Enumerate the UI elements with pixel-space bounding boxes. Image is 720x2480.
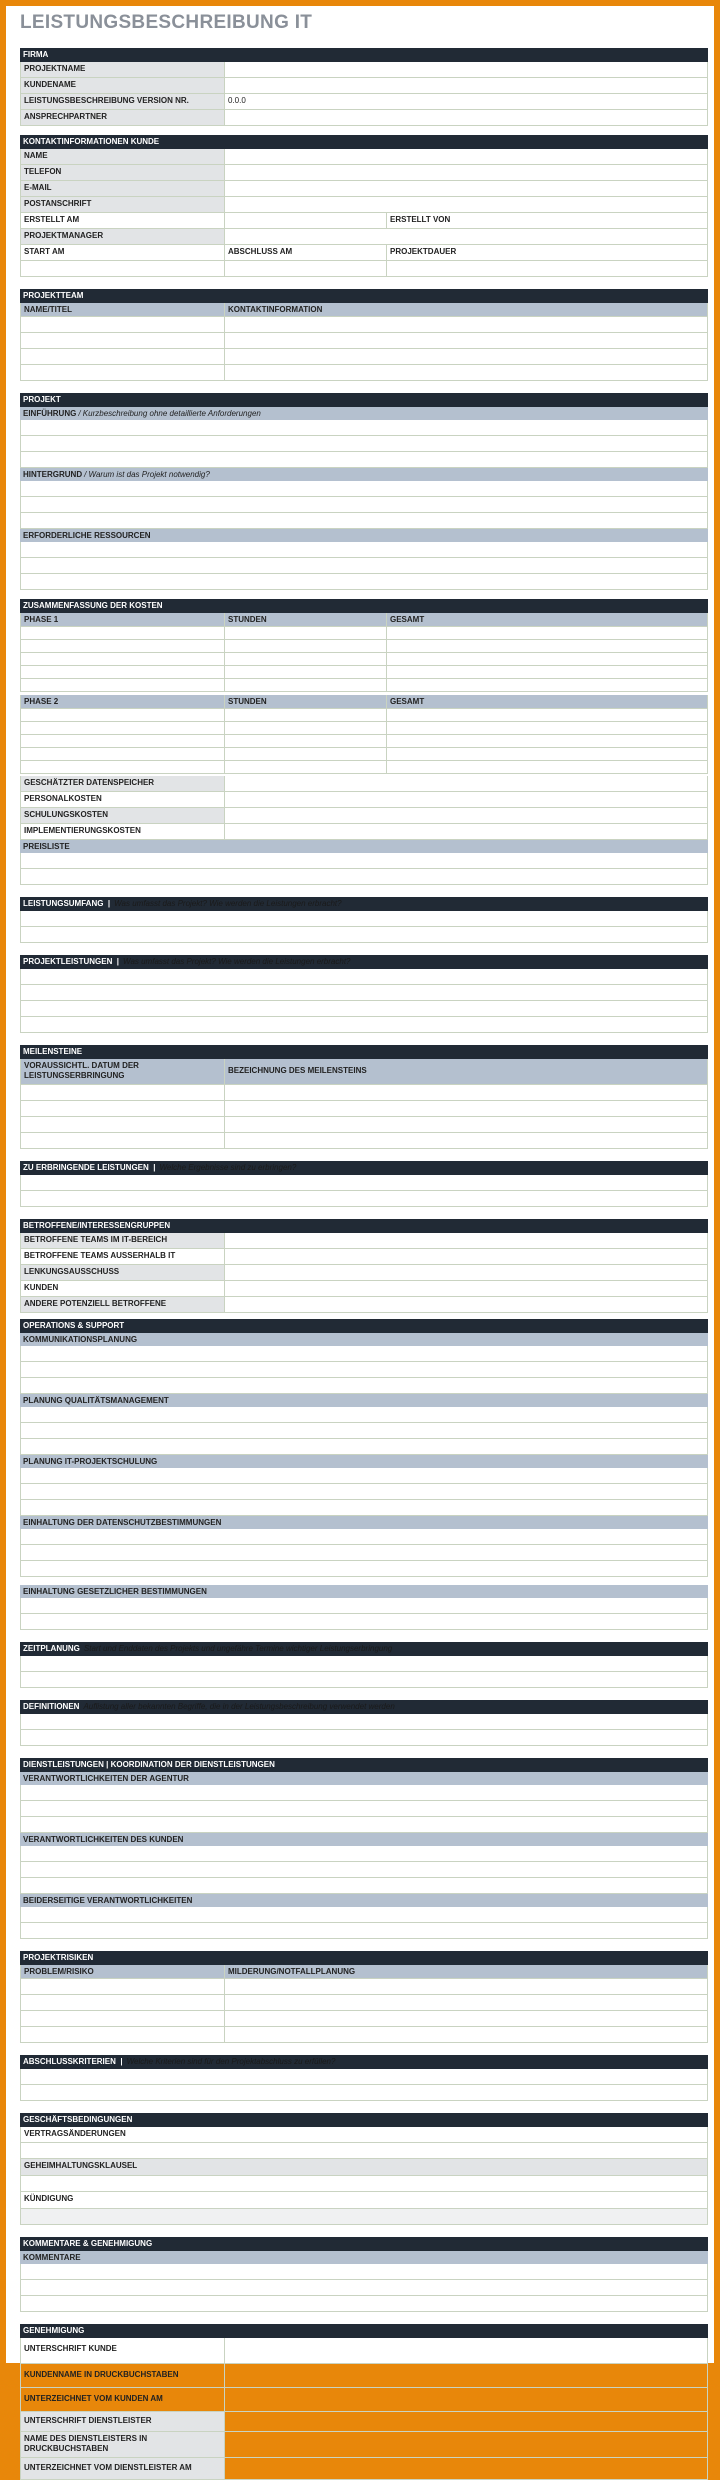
phase2-cell[interactable] — [224, 761, 386, 773]
sub-beiderseitig: BEIDERSEITIGE VERANTWORTLICHKEITEN — [20, 1894, 708, 1907]
phase1-cell[interactable] — [386, 627, 708, 639]
col-problem: PROBLEM/RISIKO — [20, 1965, 224, 1978]
field-projektschulung[interactable] — [20, 1484, 708, 1500]
phase1-cell[interactable] — [224, 640, 386, 652]
document-title: LEISTUNGSBESCHREIBUNG IT — [20, 12, 313, 33]
field-zeitplanung[interactable] — [20, 1672, 708, 1688]
field-definitionen[interactable] — [20, 1730, 708, 1746]
phase1-cell[interactable] — [224, 653, 386, 665]
sub-preisliste: PREISLISTE — [20, 840, 708, 853]
label-dienstleistername: NAME DES DIENSTLEISTERS IN DRUCKBUCHSTABEN — [20, 2432, 224, 2457]
field-datenschutz[interactable] — [20, 1529, 708, 1545]
label-abschluss: ABSCHLUSS AM — [224, 245, 386, 260]
sub-qualitaetsmanagement: PLANUNG QUALITÄTSMANAGEMENT — [20, 1394, 708, 1407]
field-hintergrund[interactable] — [20, 497, 708, 513]
phase1-cell[interactable] — [386, 653, 708, 665]
sub-hintergrund: HINTERGRUND / Warum ist das Projekt notwendig? — [20, 468, 708, 481]
field-qualitaetsmanagement[interactable] — [20, 1407, 708, 1423]
sub-agentur: VERANTWORTLICHKEITEN DER AGENTUR — [20, 1772, 708, 1785]
meilenstein-cell[interactable] — [20, 1117, 224, 1132]
field-vertragsaenderungen[interactable] — [20, 2143, 708, 2159]
meilenstein-cell[interactable] — [20, 1085, 224, 1100]
field-implementierungskosten[interactable] — [224, 824, 708, 839]
section-firma: FIRMA — [20, 48, 708, 62]
label-postanschrift: POSTANSCHRIFT — [20, 197, 224, 212]
field-projektleistungen[interactable] — [20, 1017, 708, 1033]
section-zeitplanung: ZEITPLANUNG Start und Enddaten des Projekts und ungefähre Termine wichtiger Leistungserbringung — [20, 1642, 708, 1656]
field-dauer[interactable] — [386, 261, 708, 276]
section-projektrisiken: PROJEKTRISIKEN — [20, 1951, 708, 1965]
field-abschlusskriterien[interactable] — [20, 2085, 708, 2101]
field-qualitaetsmanagement[interactable] — [20, 1439, 708, 1455]
section-projektleistungen: PROJEKTLEISTUNGEN | Was umfasst das Projekt? Wie werden die Leistungen erbracht? — [20, 955, 708, 969]
col-gesamt: GESAMT — [386, 695, 708, 708]
field-projektleistungen[interactable] — [20, 1001, 708, 1017]
field-kunden[interactable] — [224, 1281, 708, 1296]
col-phase2: PHASE 2 — [20, 695, 224, 708]
field-kunde-datum[interactable] — [224, 2388, 708, 2411]
label-andere: ANDERE POTENZIELL BETROFFENE — [20, 1297, 224, 1312]
field-projektleistungen[interactable] — [20, 969, 708, 985]
risiko-cell[interactable] — [20, 1995, 224, 2010]
label-kuendigung: KÜNDIGUNG — [20, 2192, 708, 2208]
field-version[interactable]: 0.0.0 — [224, 94, 708, 109]
label-projektmanager: PROJEKTMANAGER — [20, 229, 224, 244]
label-dauer: PROJEKTDAUER — [386, 245, 708, 260]
field-teams-it[interactable] — [224, 1233, 708, 1248]
section-definitionen: DEFINITIONEN Auflistung aller bekannten Begriffe, die in der Leistungsbeschreibung verwendet werden — [20, 1700, 708, 1714]
field-agentur[interactable] — [20, 1785, 708, 1801]
field-schulungskosten[interactable] — [224, 808, 708, 823]
col-datum: VORAUSSICHTL. DATUM DER LEISTUNGSERBRINGUNG — [20, 1059, 224, 1084]
field-datenspeicher[interactable] — [224, 776, 708, 791]
phase2-cell[interactable] — [20, 748, 224, 760]
field-kundename[interactable] — [224, 78, 708, 93]
field-dienstleister-datum[interactable] — [224, 2458, 708, 2479]
field-zeitplanung[interactable] — [20, 1656, 708, 1672]
meilenstein-cell[interactable] — [20, 1101, 224, 1116]
label-teams-it: BETROFFENE TEAMS IM IT-BEREICH — [20, 1233, 224, 1248]
field-ressourcen[interactable] — [20, 558, 708, 574]
field-start[interactable] — [20, 261, 224, 276]
field-leistungsumfang[interactable] — [20, 911, 708, 927]
phase2-cell[interactable] — [20, 735, 224, 747]
col-stunden: STUNDEN — [224, 695, 386, 708]
field-kommunikationsplanung[interactable] — [20, 1346, 708, 1362]
label-kundename: KUNDENAME — [20, 78, 224, 93]
field-dienstleistername[interactable] — [224, 2432, 708, 2457]
label-unterschrift-kunde: UNTERSCHRIFT KUNDE — [20, 2338, 224, 2363]
field-preisliste[interactable] — [20, 853, 708, 869]
section-leistungsumfang: LEISTUNGSUMFANG | Was umfasst das Projekt? Wie werden die Leistungen erbracht? — [20, 897, 708, 911]
meilenstein-cell[interactable] — [20, 1133, 224, 1148]
field-datenschutz[interactable] — [20, 1545, 708, 1561]
field-ansprechpartner[interactable] — [224, 110, 708, 125]
phase1-cell[interactable] — [20, 640, 224, 652]
section-dienstleistungen: DIENSTLEISTUNGEN | KOORDINATION DER DIENSTLEISTUNGEN — [20, 1758, 708, 1772]
section-betroffene: BETROFFENE/INTERESSENGRUPPEN — [20, 1219, 708, 1233]
field-unterschrift-dienstleister[interactable] — [224, 2412, 708, 2431]
risiko-cell[interactable] — [20, 1979, 224, 1994]
field-kommunikationsplanung[interactable] — [20, 1378, 708, 1394]
field-kuendigung[interactable] — [20, 2209, 708, 2225]
risiko-cell[interactable] — [20, 2011, 224, 2026]
label-erstellt-am: ERSTELLT AM — [20, 213, 224, 228]
label-unterschrift-dienstleister: UNTERSCHRIFT DIENSTLEISTER — [20, 2412, 224, 2431]
col-meilenstein: BEZEICHNUNG DES MEILENSTEINS — [224, 1059, 708, 1084]
field-beiderseitig[interactable] — [20, 1923, 708, 1939]
field-beiderseitig[interactable] — [20, 1907, 708, 1923]
team-cell[interactable] — [20, 333, 224, 348]
sub-kommentare: KOMMENTARE — [20, 2251, 708, 2264]
sub-datenschutz: EINHALTUNG DER DATENSCHUTZBESTIMMUNGEN — [20, 1516, 708, 1529]
field-gesetzliche[interactable] — [20, 1598, 708, 1614]
section-kontakt: KONTAKTINFORMATIONEN KUNDE — [20, 135, 708, 149]
label-email: E-MAIL — [20, 181, 224, 196]
phase1-cell[interactable] — [20, 653, 224, 665]
phase2-cell[interactable] — [224, 722, 386, 734]
team-cell[interactable] — [20, 365, 224, 380]
team-cell[interactable] — [224, 349, 708, 364]
phase2-cell[interactable] — [224, 735, 386, 747]
phase1-cell[interactable] — [224, 666, 386, 678]
label-lenkungsausschuss: LENKUNGSAUSSCHUSS — [20, 1265, 224, 1280]
field-geheimhaltung[interactable] — [20, 2176, 708, 2192]
field-preisliste[interactable] — [20, 869, 708, 885]
section-kommentare-genehmigung: KOMMENTARE & GENEHMIGUNG — [20, 2237, 708, 2251]
field-kunde[interactable] — [20, 1846, 708, 1862]
risiko-cell[interactable] — [224, 2011, 708, 2026]
field-kommentare[interactable] — [20, 2296, 708, 2312]
col-stunden: STUNDEN — [224, 613, 386, 626]
field-postanschrift[interactable] — [224, 197, 708, 212]
risiko-cell[interactable] — [20, 2027, 224, 2042]
phase2-cell[interactable] — [224, 748, 386, 760]
meilenstein-cell[interactable] — [224, 1101, 708, 1116]
field-projektmanager[interactable] — [224, 229, 708, 244]
section-meilensteine: MEILENSTEINE — [20, 1045, 708, 1059]
team-cell[interactable] — [224, 317, 708, 332]
field-kunde[interactable] — [20, 1862, 708, 1878]
field-qualitaetsmanagement[interactable] — [20, 1423, 708, 1439]
risiko-cell[interactable] — [224, 1995, 708, 2010]
section-abschlusskriterien: ABSCHLUSSKRITERIEN | Welche Kriterien sind für den Projektabschluss zu erfüllen? — [20, 2055, 708, 2069]
phase2-cell[interactable] — [386, 735, 708, 747]
sub-projektschulung: PLANUNG IT-PROJEKTSCHULUNG — [20, 1455, 708, 1468]
field-gesetzliche[interactable] — [20, 1614, 708, 1630]
field-hintergrund[interactable] — [20, 513, 708, 529]
field-zu-erbringende[interactable] — [20, 1191, 708, 1207]
label-schulungskosten: SCHULUNGSKOSTEN — [20, 808, 224, 823]
field-zu-erbringende[interactable] — [20, 1175, 708, 1191]
field-projektschulung[interactable] — [20, 1468, 708, 1484]
phase1-cell[interactable] — [224, 627, 386, 639]
team-cell[interactable] — [224, 333, 708, 348]
label-dienstleister-datum: UNTERZEICHNET VOM DIENSTLEISTER AM — [20, 2458, 224, 2479]
field-hintergrund[interactable] — [20, 481, 708, 497]
label-kunden: KUNDEN — [20, 1281, 224, 1296]
field-unterschrift-kunde[interactable] — [224, 2338, 708, 2363]
label-geheimhaltung: GEHEIMHALTUNGSKLAUSEL — [20, 2159, 708, 2175]
label-implementierungskosten: IMPLEMENTIERUNGSKOSTEN — [20, 824, 224, 839]
team-cell[interactable] — [20, 317, 224, 332]
col-milderung: MILDERUNG/NOTFALLPLANUNG — [224, 1965, 708, 1978]
risiko-cell[interactable] — [224, 2027, 708, 2042]
field-einfuehrung[interactable] — [20, 452, 708, 468]
phase2-cell[interactable] — [20, 709, 224, 721]
col-gesamt: GESAMT — [386, 613, 708, 626]
label-teams-ausserhalb: BETROFFENE TEAMS AUSSERHALB IT — [20, 1249, 224, 1264]
team-cell[interactable] — [20, 349, 224, 364]
field-leistungsumfang[interactable] — [20, 927, 708, 943]
label-version: LEISTUNGSBESCHREIBUNG VERSION NR. — [20, 94, 224, 109]
phase1-cell[interactable] — [386, 666, 708, 678]
field-kommentare[interactable] — [20, 2280, 708, 2296]
field-projektschulung[interactable] — [20, 1500, 708, 1516]
sub-ressourcen: ERFORDERLICHE RESSOURCEN — [20, 529, 708, 542]
label-kunde-datum: UNTERZEICHNET VOM KUNDEN AM — [20, 2388, 224, 2411]
field-projektname[interactable] — [224, 62, 708, 77]
phase2-cell[interactable] — [386, 761, 708, 773]
field-kommunikationsplanung[interactable] — [20, 1362, 708, 1378]
sub-einfuehrung: EINFÜHRUNG / Kurzbeschreibung ohne detaillierte Anforderungen — [20, 407, 708, 420]
label-erstellt-von: ERSTELLT VON — [386, 213, 708, 228]
field-agentur[interactable] — [20, 1817, 708, 1833]
field-lenkungsausschuss[interactable] — [224, 1265, 708, 1280]
field-einfuehrung[interactable] — [20, 420, 708, 436]
field-agentur[interactable] — [20, 1801, 708, 1817]
phase2-cell[interactable] — [20, 761, 224, 773]
field-abschluss[interactable] — [224, 261, 386, 276]
field-einfuehrung[interactable] — [20, 436, 708, 452]
section-operations: OPERATIONS & SUPPORT — [20, 1319, 708, 1333]
phase2-cell[interactable] — [386, 709, 708, 721]
col-name-titel: NAME/TITEL — [20, 303, 224, 316]
sub-kommunikationsplanung: KOMMUNIKATIONSPLANUNG — [20, 1333, 708, 1346]
phase2-cell[interactable] — [20, 722, 224, 734]
label-start: START AM — [20, 245, 224, 260]
sub-gesetzliche: EINHALTUNG GESETZLICHER BESTIMMUNGEN — [20, 1585, 708, 1598]
phase2-cell[interactable] — [224, 709, 386, 721]
field-ressourcen[interactable] — [20, 574, 708, 590]
field-kommentare[interactable] — [20, 2264, 708, 2280]
phase2-cell[interactable] — [386, 748, 708, 760]
field-projektleistungen[interactable] — [20, 985, 708, 1001]
label-telefon: TELEFON — [20, 165, 224, 180]
page — [6, 6, 714, 2472]
col-kontaktinformation: KONTAKTINFORMATION — [224, 303, 708, 316]
field-kunde[interactable] — [20, 1878, 708, 1894]
phase1-cell[interactable] — [386, 640, 708, 652]
phase1-cell[interactable] — [20, 666, 224, 678]
phase2-cell[interactable] — [386, 722, 708, 734]
field-ressourcen[interactable] — [20, 542, 708, 558]
section-genehmigung: GENEHMIGUNG — [20, 2324, 708, 2338]
sub-kunde: VERANTWORTLICHKEITEN DES KUNDEN — [20, 1833, 708, 1846]
label-projektname: PROJEKTNAME — [20, 62, 224, 77]
label-vertragsaenderungen: VERTRAGSÄNDERUNGEN — [20, 2127, 708, 2142]
field-andere[interactable] — [224, 1297, 708, 1312]
phase1-cell[interactable] — [386, 679, 708, 691]
form — [20, 48, 708, 2480]
section-projektteam: PROJEKTTEAM — [20, 289, 708, 303]
field-datenschutz[interactable] — [20, 1561, 708, 1577]
field-kundenname[interactable] — [224, 2364, 708, 2387]
field-email[interactable] — [224, 181, 708, 196]
meilenstein-cell[interactable] — [224, 1133, 708, 1148]
phase1-cell[interactable] — [20, 627, 224, 639]
field-name[interactable] — [224, 149, 708, 164]
label-personalkosten: PERSONALKOSTEN — [20, 792, 224, 807]
label-name: NAME — [20, 149, 224, 164]
section-zu-erbringende-leistungen: ZU ERBRINGENDE LEISTUNGEN | Welche Ergebnisse sind zu erbringen? — [20, 1161, 708, 1175]
field-erstellt-am[interactable] — [224, 213, 386, 228]
risiko-cell[interactable] — [224, 1979, 708, 1994]
phase1-cell[interactable] — [20, 679, 224, 691]
section-geschaeftsbedingungen: GESCHÄFTSBEDINGUNGEN — [20, 2113, 708, 2127]
section-projekt: PROJEKT — [20, 393, 708, 407]
field-teams-ausserhalb[interactable] — [224, 1249, 708, 1264]
team-cell[interactable] — [224, 365, 708, 380]
label-ansprechpartner: ANSPRECHPARTNER — [20, 110, 224, 125]
label-datenspeicher: GESCHÄTZTER DATENSPEICHER — [20, 776, 224, 791]
col-phase1: PHASE 1 — [20, 613, 224, 626]
meilenstein-cell[interactable] — [224, 1117, 708, 1132]
label-kundenname: KUNDENNAME IN DRUCKBUCHSTABEN — [20, 2364, 224, 2387]
field-abschlusskriterien[interactable] — [20, 2069, 708, 2085]
section-kosten: ZUSAMMENFASSUNG DER KOSTEN — [20, 599, 708, 613]
field-telefon[interactable] — [224, 165, 708, 180]
phase1-cell[interactable] — [224, 679, 386, 691]
field-definitionen[interactable] — [20, 1714, 708, 1730]
meilenstein-cell[interactable] — [224, 1085, 708, 1100]
field-personalkosten[interactable] — [224, 792, 708, 807]
